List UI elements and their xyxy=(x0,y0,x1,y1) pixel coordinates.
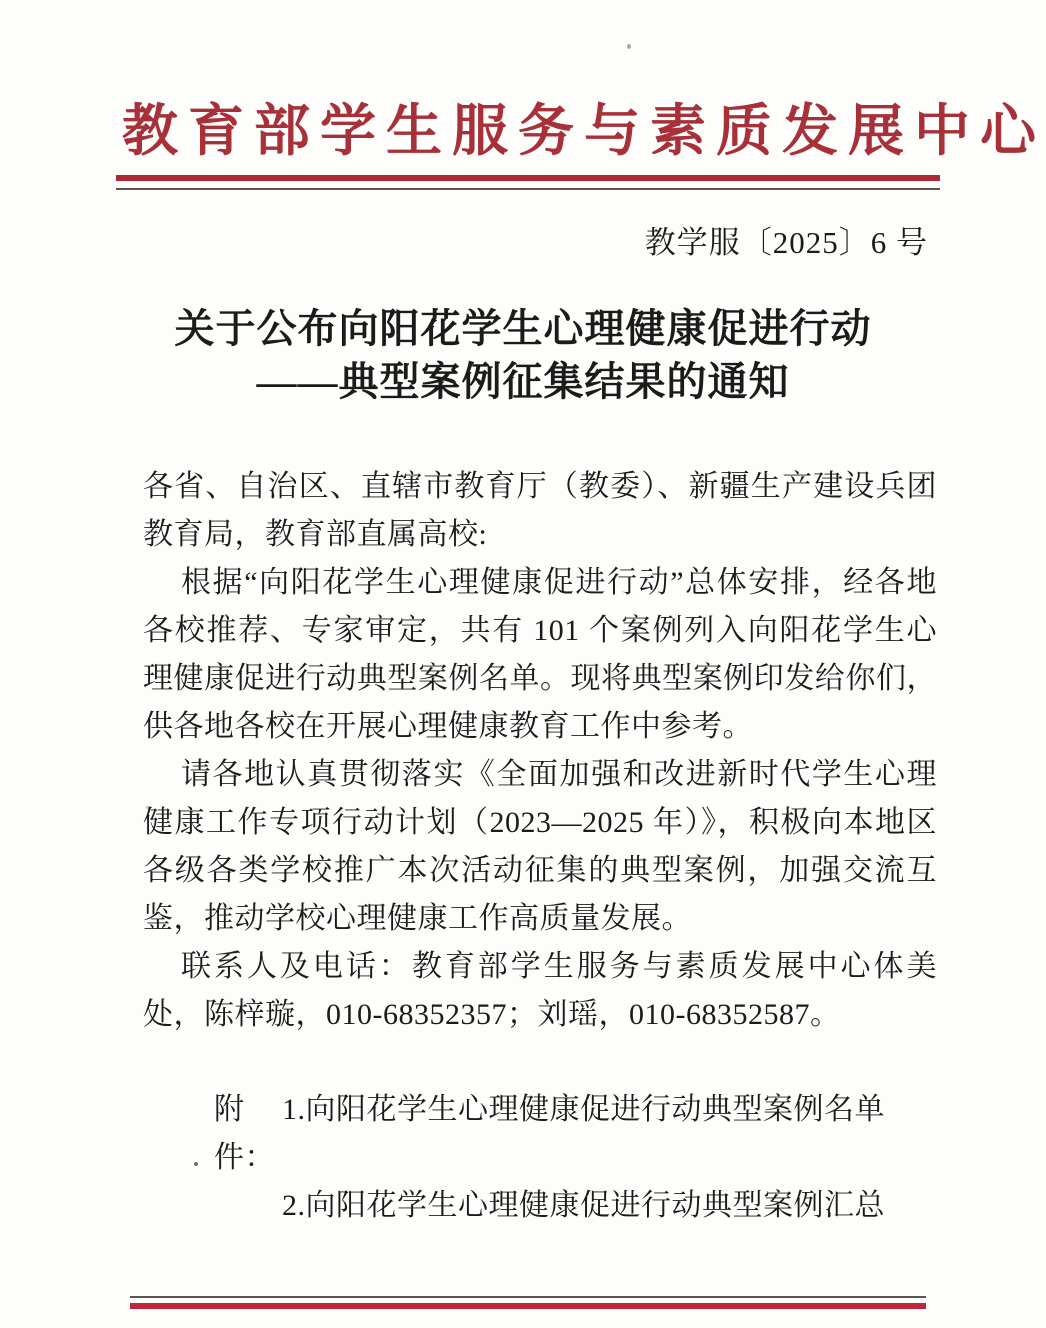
footer-rule-thin xyxy=(130,1296,926,1298)
document-title xyxy=(0,302,1046,408)
attachment-item-1: 1.向阳花学生心理健康促进行动典型案例名单 xyxy=(282,1093,885,1126)
letterhead-rule-red xyxy=(116,175,940,181)
letterhead-rule-thin xyxy=(116,188,940,190)
paragraph-overview: 根据“向阳花学生心理健康促进行动”总体安排，经各地各校推荐、专家审定，共有 101 个案例列入向阳花学生心理健康促进行动典型案例名单。现将典型案例印发给你们，供各地各校在开展心理健康教育工作中参考。 xyxy=(143,566,937,743)
attachment-row xyxy=(214,1086,937,1182)
attachments-label: 附件： xyxy=(214,1093,275,1174)
attachments-list xyxy=(143,1086,937,1230)
document-title-line2: ——典型案例征集结果的通知 xyxy=(256,359,790,404)
attachment-item-2: 2.向阳花学生心理健康促进行动典型案例汇总 xyxy=(282,1189,885,1222)
attachment-row xyxy=(214,1182,937,1230)
document-body xyxy=(143,463,937,1230)
salutation: 各省、自治区、直辖市教育厅（教委）、新疆生产建设兵团教育局，教育部直属高校: xyxy=(143,470,937,551)
attachments-label-spacer xyxy=(214,1182,282,1230)
paragraph-contacts: 联系人及电话：教育部学生服务与素质发展中心体美处，陈梓璇，010-68352357；刘瑶，010-68352587。 xyxy=(143,950,937,1031)
scan-speck xyxy=(627,44,631,49)
agency-letterhead: 教育部学生服务与素质发展中心 xyxy=(122,101,1046,163)
doc-number: 教学服〔2025〕6 号 xyxy=(644,225,928,260)
document-title-line1: 关于公布向阳花学生心理健康促进行动 xyxy=(174,306,872,351)
footer-rule-red xyxy=(130,1303,926,1309)
paragraph-instructions: 请各地认真贯彻落实《全面加强和改进新时代学生心理健康工作专项行动计划（2023—2025 年）》，积极向本地区各级各类学校推广本次活动征集的典型案例，加强交流互鉴，推动学校心理健康工作高质量发展。 xyxy=(143,758,937,935)
